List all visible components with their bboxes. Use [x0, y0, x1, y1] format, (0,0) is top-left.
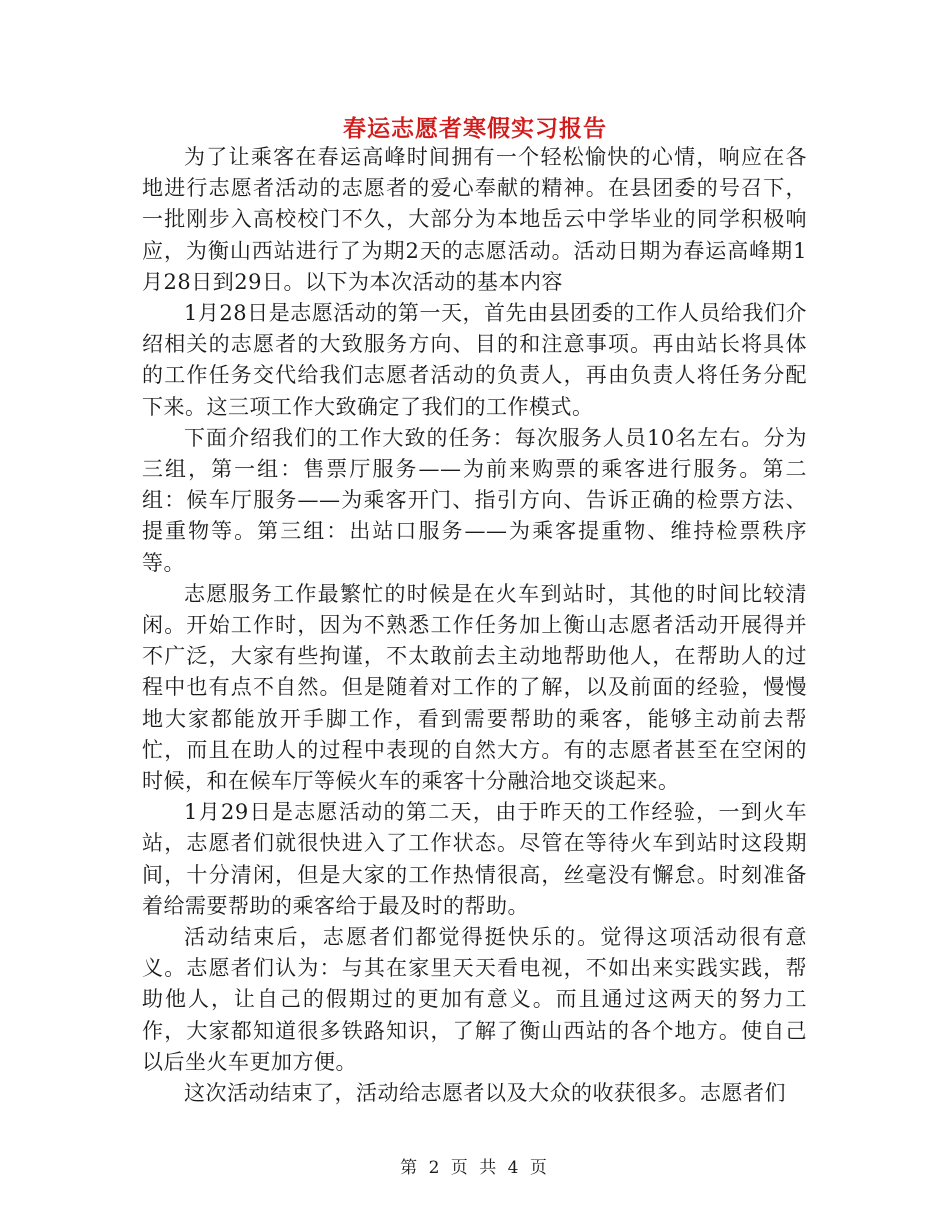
paragraph-day-one: 1月28日是志愿活动的第一天，首先由县团委的工作人员给我们介绍相关的志愿者的大致服务方向、目的和注意事项。再由站长将具体的工作任务交代给我们志愿者活动的负责人，再由负责人将任务分配下来。这三项工作大致确定了我们的工作模式。 — [142, 301, 807, 419]
paragraph-tasks: 下面介绍我们的工作大致的任务：每次服务人员10名左右。分为三组，第一组：售票厅服务——为前来购票的乘客进行服务。第二组：候车厅服务——为乘客开门、指引方向、告诉正确的检票方法、提重物等。第三组：出站口服务——为乘客提重物、维持检票秩序等。 — [142, 425, 807, 575]
paragraph-day-two: 1月29日是志愿活动的第二天，由于昨天的工作经验，一到火车站，志愿者们就很快进入了工作状态。尽管在等待火车到站时这段期间，十分清闲，但是大家的工作热情很高，丝毫没有懈怠。时刻准备着给需要帮助的乘客给于最及时的帮助。 — [142, 800, 807, 918]
document-body — [142, 142, 807, 1109]
paragraph-conclusion: 这次活动结束了，活动给志愿者以及大众的收获很多。志愿者们 — [184, 1081, 786, 1106]
paragraph-intro: 为了让乘客在春运高峰时间拥有一个轻松愉快的心情，响应在各地进行志愿者活动的志愿者的爱心奉献的精神。在县团委的号召下，一批刚步入高校校门不久，大部分为本地岳云中学毕业的同学积极响应，为衡山西站进行了为期2天的志愿活动。活动日期为春运高峰期1月28日到29日。以下为本次活动的基本内容 — [142, 145, 807, 294]
page-number-footer: 第 2 页 共 4 页 — [400, 1158, 550, 1178]
document-title: 春运志愿者寒假实习报告 — [343, 115, 607, 142]
paragraph-experience: 志愿服务工作最繁忙的时候是在火车到站时，其他的时间比较清闲。开始工作时，因为不熟悉工作任务加上衡山志愿者活动开展得并不广泛，大家有些拘谨，不太敢前去主动地帮助他人，在帮助人的过程中也有点不自然。但是随着对工作的了解，以及前面的经验，慢慢地大家都能放开手脚工作，看到需要帮助的乘客，能够主动前去帮忙，而且在助人的过程中表现的自然大方。有的志愿者甚至在空闲的时候，和在候车厅等候火车的乘客十分融洽地交谈起来。 — [142, 581, 807, 794]
paragraph-reflection: 活动结束后，志愿者们都觉得挺快乐的。觉得这项活动很有意义。志愿者们认为：与其在家里天天看电视，不如出来实践实践，帮助他人，让自己的假期过的更加有意义。而且通过这两天的努力工作，大家都知道很多铁路知识，了解了衡山西站的各个地方。使自己以后坐火车更加方便。 — [142, 925, 807, 1074]
